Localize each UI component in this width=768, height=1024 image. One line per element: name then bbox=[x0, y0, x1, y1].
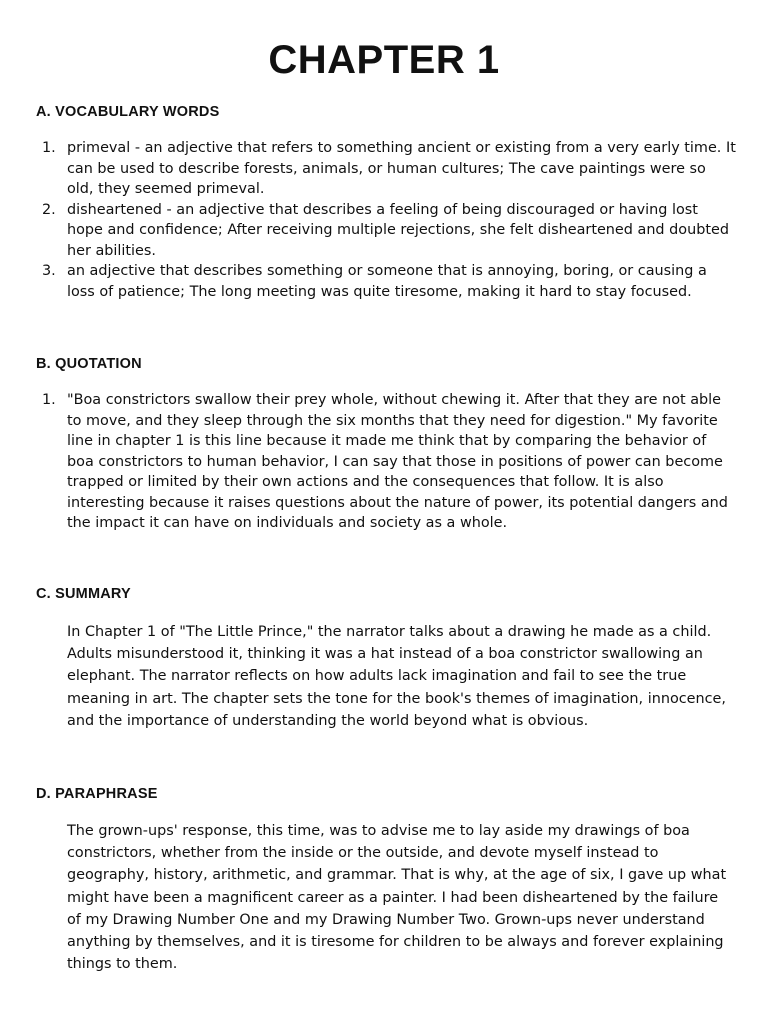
summary-paragraph: In Chapter 1 of "The Little Prince," the narrator talks about a drawing he made as a child. Adults misunderstood it, thinking it was a hat instead of a boa constrictor swallowing an elephant. The narrator reflects on how adults lack imagination and fail to see the true meaning in art. The chapter sets the tone for the book's themes of imagination, innocence, and the importance of understanding the world beyond what is obvious. bbox=[67, 624, 726, 729]
summary-heading: C. SUMMARY bbox=[36, 586, 131, 602]
list-item-number: 2. bbox=[42, 201, 56, 218]
quotation-item-text: "Boa constrictors swallow their prey whole, without chewing it. After that they are not able to move, and they sleep through the six months that they need for digestion." My favorite line in chapter 1 is this line because it made me think that by comparing the behavior of boa constrictors to human behavior, I can say that those in positions of power can become trapped or limited by their own actions and the consequences that follow. It is also interesting because it raises questions about the nature of power, its potential dangers and the impact it can have on individuals and society as a whole. bbox=[67, 392, 728, 531]
list-item-number: 3. bbox=[42, 263, 56, 279]
vocabulary-list bbox=[36, 138, 736, 302]
vocabulary-item-text: primeval - an adjective that refers to something ancient or existing from a very early time. It can be used to describe forests, animals, or human cultures; The cave paintings were so old, they seemed primeval. bbox=[67, 140, 736, 197]
vocabulary-item-text: disheartened - an adjective that describes a feeling of being discouraged or having lost hope and confidence; After receiving multiple rejections, she felt disheartened and doubted her abilities. bbox=[67, 201, 729, 259]
quotation-item bbox=[36, 390, 736, 534]
vocabulary-item bbox=[36, 261, 736, 302]
quotation-list bbox=[36, 390, 736, 534]
vocabulary-heading: A. VOCABULARY WORDS bbox=[36, 104, 220, 120]
vocabulary-item-text: an adjective that describes something or someone that is annoying, boring, or causing a loss of patience; The long meeting was quite tiresome, making it hard to stay focused. bbox=[67, 263, 707, 300]
paraphrase-heading: D. PARAPHRASE bbox=[36, 786, 158, 802]
vocabulary-item bbox=[36, 138, 736, 200]
paraphrase-paragraph: The grown-ups' response, this time, was to advise me to lay aside my drawings of boa constrictors, whether from the inside or the outside, and devote myself instead to geography, history, arithmetic, and grammar. That is why, at the age of six, I gave up what might have been a magnificent career as a painter. I had been disheartened by the failure of my Drawing Number One and my Drawing Number Two. Grown-ups never understand anything by themselves, and it is tiresome for children to be always and forever explaining things to them. bbox=[67, 823, 727, 973]
list-item-number: 1. bbox=[42, 392, 56, 408]
page-title: CHAPTER 1 bbox=[268, 38, 500, 82]
quotation-heading: B. QUOTATION bbox=[36, 356, 142, 372]
list-item-number: 1. bbox=[42, 140, 56, 156]
vocabulary-item bbox=[36, 200, 736, 262]
